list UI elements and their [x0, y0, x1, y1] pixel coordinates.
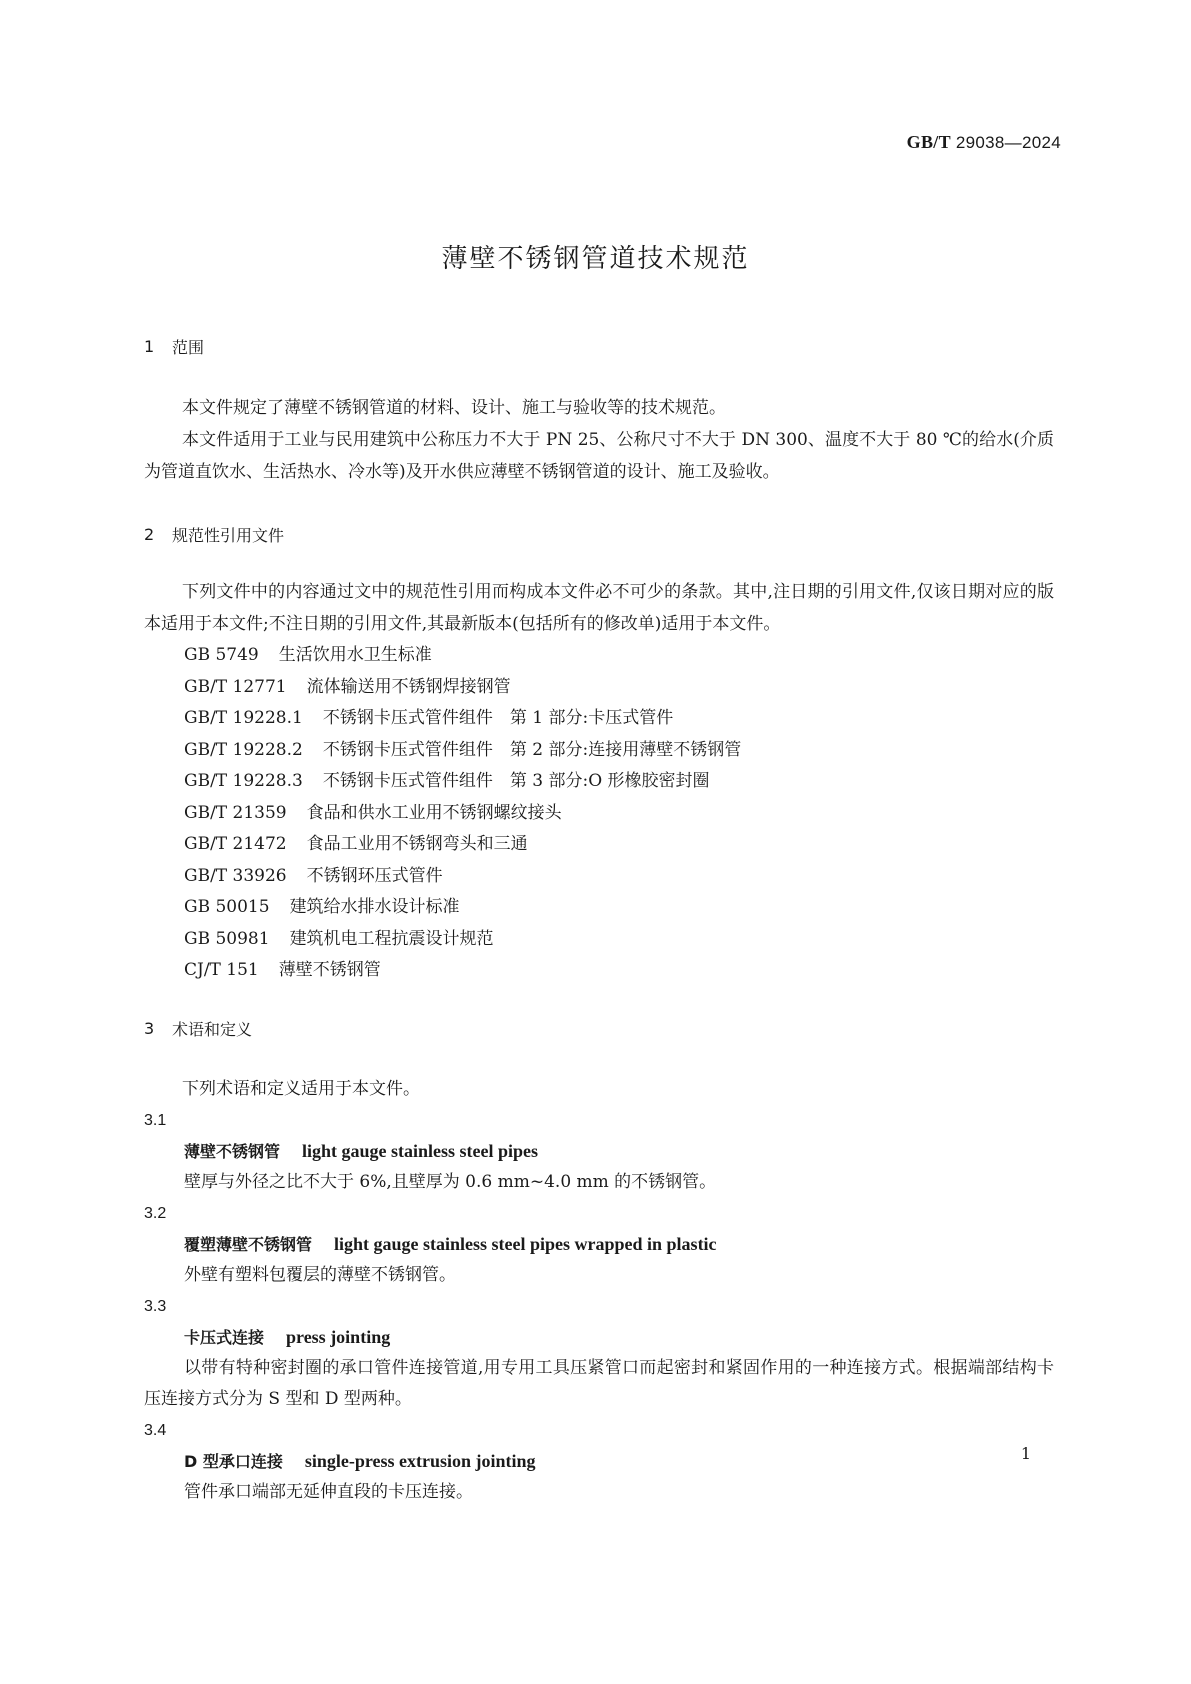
standard-code-prefix: GB/T: [906, 132, 951, 152]
reference-title: 建筑给水排水设计标准: [289, 897, 460, 917]
document-body: [144, 334, 1054, 1508]
reference-title: 建筑机电工程抗震设计规范: [289, 928, 494, 949]
term-number: 3.3: [144, 1297, 167, 1315]
reference-item: [144, 703, 1054, 735]
term-definition: 管件承口端部无延伸直段的卡压连接。: [184, 1481, 473, 1502]
reference-code: GB/T 33926: [184, 865, 287, 886]
scope-paragraph-1: 本文件规定了薄壁不锈钢管道的材料、设计、施工与验收等的技术规范。: [182, 398, 726, 418]
section-number: 2: [144, 524, 155, 544]
reference-code: GB 50015: [184, 897, 270, 917]
reference-title: 不锈钢环压式管件: [306, 865, 443, 886]
document-title: 薄壁不锈钢管道技术规范: [441, 244, 750, 274]
reference-code: GB/T 19228.1: [184, 708, 303, 728]
reference-code: GB 5749: [184, 645, 259, 665]
reference-code: GB/T 12771: [184, 676, 287, 697]
reference-item: [144, 672, 1054, 704]
terms-intro: 下列术语和定义适用于本文件。: [182, 1078, 420, 1099]
term-english: light gauge stainless steel pipes: [302, 1140, 539, 1161]
term-number: 3.2: [144, 1204, 167, 1222]
term-chinese: 薄壁不锈钢管: [184, 1141, 281, 1161]
reference-item: [144, 924, 1054, 956]
references-intro: 下列文件中的内容通过文中的规范性引用而构成本文件必不可少的条款。其中,注日期的引用文件,仅该日期对应的版本适用于本文件;不注日期的引用文件,其最新版本(包括所有的修改单)适用于本文件。: [144, 582, 1054, 634]
reference-item: [144, 798, 1054, 830]
reference-code: GB/T 19228.2: [184, 739, 303, 760]
term-name: [144, 1446, 1054, 1477]
reference-item: [144, 892, 1054, 924]
term-number: 3.4: [144, 1421, 167, 1439]
term-entry: [144, 1291, 1054, 1415]
reference-item: [144, 735, 1054, 767]
term-name: [144, 1322, 1054, 1353]
reference-item: [144, 955, 1054, 987]
reference-item: [144, 861, 1054, 893]
reference-code: GB/T 21472: [184, 834, 287, 854]
standard-code: [907, 132, 1061, 153]
reference-title: 薄壁不锈钢管: [278, 960, 381, 980]
standard-code-number: 29038—2024: [950, 133, 1061, 152]
reference-item: [144, 829, 1054, 861]
section-title: 术语和定义: [172, 1020, 253, 1039]
section-title: 范围: [172, 337, 205, 357]
section-1-heading: [144, 334, 1054, 358]
reference-title: 不锈钢卡压式管件组件 第 3 部分:O 形橡胶密封圈: [322, 771, 710, 791]
term-chinese: D 型承口连接: [184, 1451, 283, 1471]
reference-code: GB/T 21359: [184, 802, 287, 823]
reference-title: 食品工业用不锈钢弯头和三通: [306, 834, 528, 854]
section-title: 规范性引用文件: [172, 525, 285, 545]
scope-paragraph-2: 本文件适用于工业与民用建筑中公称压力不大于 PN 25、公称尺寸不大于 DN 300、温度不大于 80 ℃的给水(介质为管道直饮水、生活热水、冷水等)及开水供应薄壁不锈钢管道的设计、施工及验收。: [144, 430, 1054, 482]
term-entry: [144, 1415, 1054, 1508]
reference-title: 流体输送用不锈钢焊接钢管: [306, 676, 511, 697]
reference-title: 食品和供水工业用不锈钢螺纹接头: [306, 802, 562, 823]
term-chinese: 覆塑薄壁不锈钢管: [184, 1234, 313, 1254]
reference-title: 生活饮用水卫生标准: [278, 645, 432, 665]
section-number: 3: [144, 1019, 155, 1038]
term-definition: 以带有特种密封圈的承口管件连接管道,用专用工具压紧管口而起密封和紧固作用的一种连接方式。根据端部结构卡压连接方式分为 S 型和 D 型两种。: [144, 1357, 1054, 1409]
reference-code: CJ/T 151: [184, 960, 259, 980]
reference-title: 不锈钢卡压式管件组件 第 2 部分:连接用薄壁不锈钢管: [322, 739, 742, 760]
section-2-heading: [144, 522, 1054, 546]
term-definition: 外壁有塑料包覆层的薄壁不锈钢管。: [184, 1264, 456, 1285]
reference-item: [144, 766, 1054, 798]
term-chinese: 卡压式连接: [184, 1327, 265, 1347]
reference-title: 不锈钢卡压式管件组件 第 1 部分:卡压式管件: [322, 708, 674, 728]
term-name: [144, 1136, 1054, 1167]
reference-list: [144, 640, 1054, 987]
term-definition: 壁厚与外径之比不大于 6%,且壁厚为 0.6 mm~4.0 mm 的不锈钢管。: [184, 1171, 717, 1192]
section-number: 1: [144, 336, 155, 356]
term-entry: [144, 1198, 1054, 1291]
page-number: 1: [1020, 1444, 1031, 1463]
reference-code: GB/T 19228.3: [184, 771, 303, 791]
term-english: light gauge stainless steel pipes wrapped in plastic: [334, 1233, 717, 1254]
term-name: [144, 1229, 1054, 1260]
term-english: press jointing: [286, 1326, 391, 1347]
term-english: single-press extrusion jointing: [304, 1450, 536, 1471]
term-number: 3.1: [144, 1111, 167, 1129]
section-3-heading: [144, 1017, 1054, 1041]
term-entry: [144, 1105, 1054, 1198]
reference-code: GB 50981: [184, 928, 270, 949]
reference-item: [144, 640, 1054, 672]
